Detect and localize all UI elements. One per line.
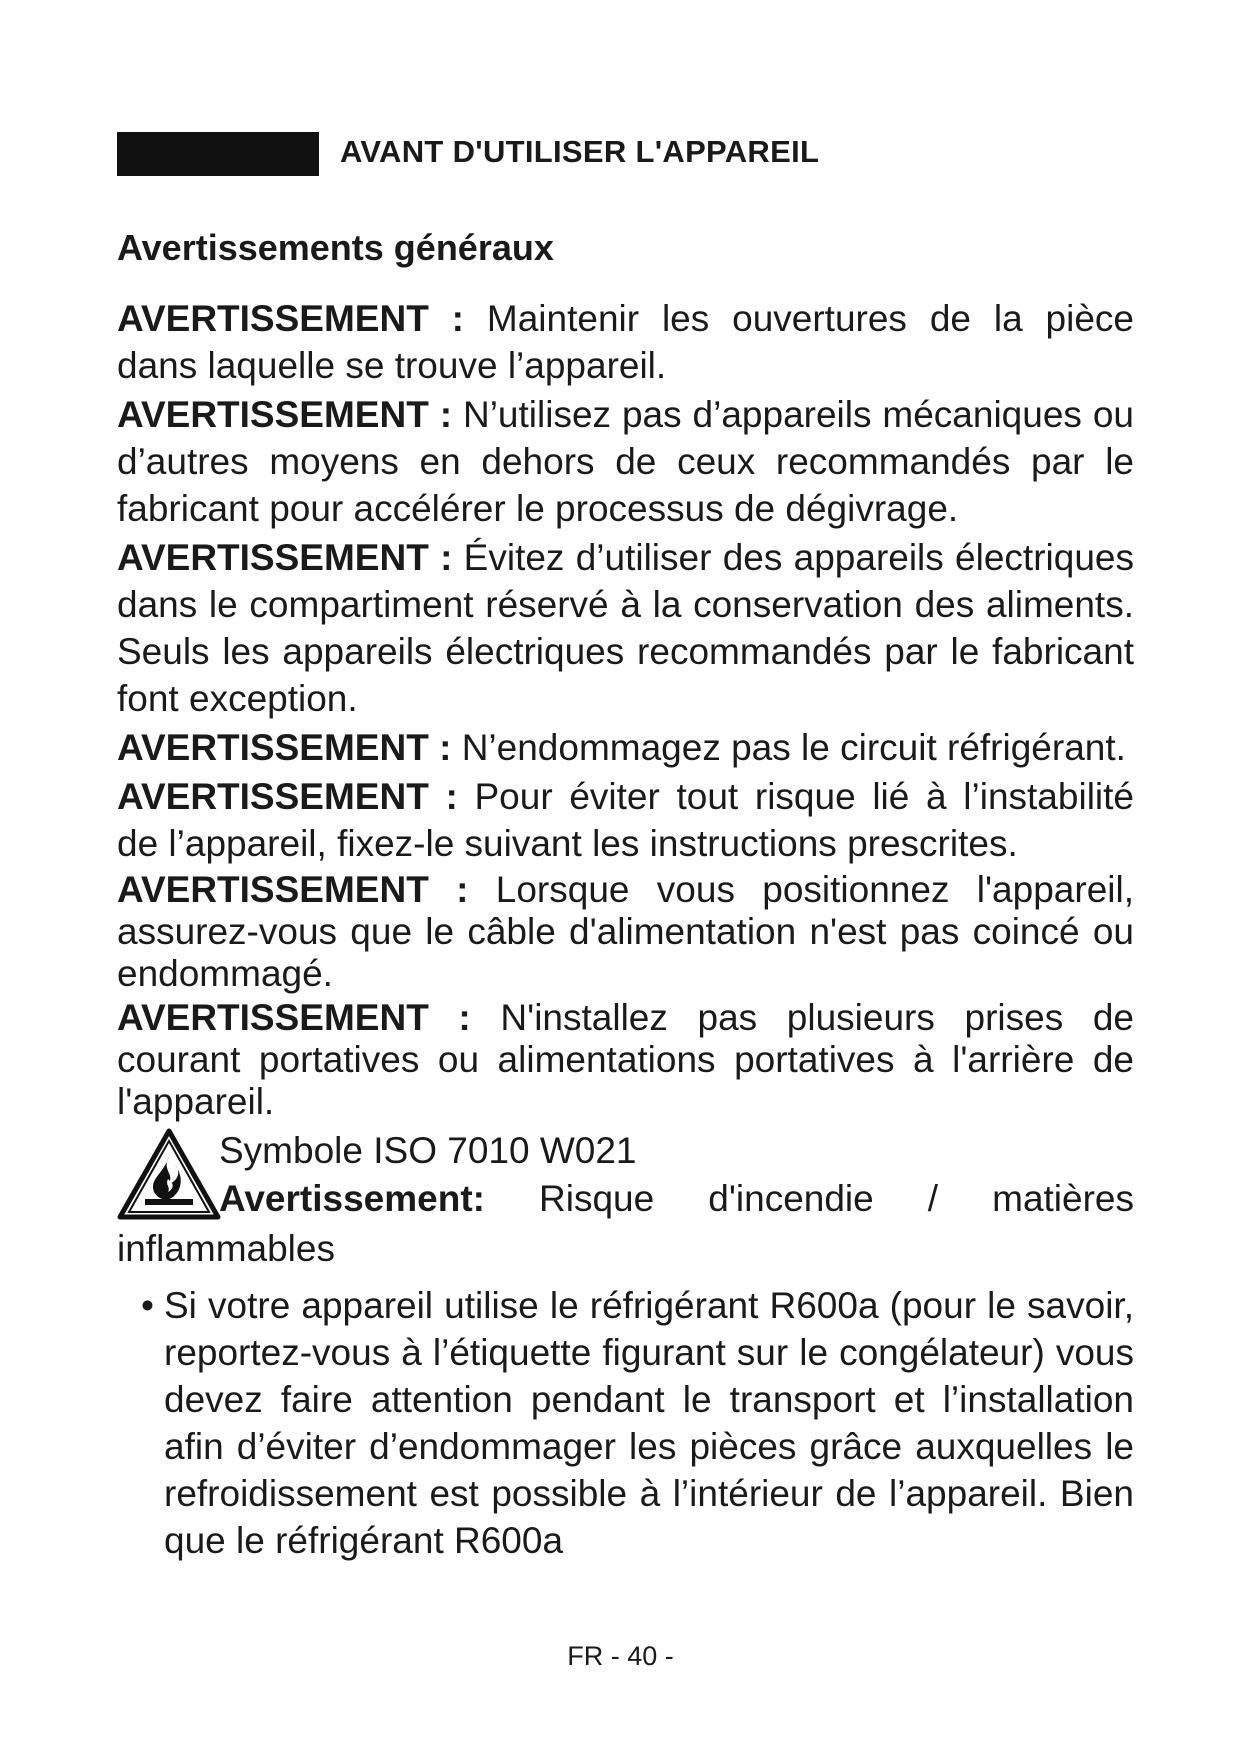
warning-paragraph bbox=[117, 869, 1134, 995]
fire-hazard-triangle-icon bbox=[117, 1127, 222, 1223]
warning-text: N’endommagez pas le circuit réfrigérant. bbox=[461, 727, 1126, 768]
warning-label: AVERTISSEMENT : bbox=[117, 776, 458, 817]
warning-text: Maintenir les ouvertures de la pièce dans laquelle se trouve l’appareil. bbox=[117, 298, 1134, 386]
section-bar bbox=[117, 132, 319, 176]
warning-paragraph bbox=[117, 391, 1134, 532]
warning-paragraph bbox=[117, 773, 1134, 867]
symbol-warning-continued: inflammables bbox=[117, 1228, 335, 1269]
content bbox=[117, 295, 1134, 1564]
warning-text: Évitez d’utiliser des appareils électriques dans le compartiment réservé à la conservation des aliments. Seuls les appareils électriques recommandés par le fabricant font exception. bbox=[117, 537, 1134, 719]
symbol-caption: Symbole ISO 7010 W021 bbox=[219, 1130, 637, 1171]
warning-text: Lorsque vous positionnez l'appareil, assurez-vous que le câble d'alimentation n'est pas coincé ou endommagé. bbox=[117, 869, 1134, 994]
warning-label: AVERTISSEMENT : bbox=[117, 869, 469, 910]
warning-label: AVERTISSEMENT : bbox=[117, 537, 453, 578]
bullet-text: Si votre appareil utilise le réfrigérant R600a (pour le savoir, reportez-vous à l’étiquette figurant sur le congélateur) vous devez faire attention pendant le transport et l’installation afin d’éviter d’endommager les pièces grâce auxquelles le refroidissement est possible à l’intérieur de l’appareil. Bien que le réfrigérant R600a bbox=[164, 1285, 1134, 1561]
symbol-warning-label: Avertissement: bbox=[219, 1178, 485, 1219]
hazard-symbol-block bbox=[117, 1127, 1134, 1274]
warning-label: AVERTISSEMENT : bbox=[117, 727, 452, 768]
warning-paragraph bbox=[117, 295, 1134, 389]
warning-paragraph bbox=[117, 997, 1134, 1123]
sub-heading: Avertissements généraux bbox=[117, 227, 554, 268]
warning-label: AVERTISSEMENT : bbox=[117, 298, 464, 339]
bullet-marker: • bbox=[141, 1285, 154, 1326]
warning-label: AVERTISSEMENT : bbox=[117, 394, 453, 435]
warning-paragraph bbox=[117, 534, 1134, 722]
warning-paragraph bbox=[117, 724, 1134, 771]
page-number: FR - 40 - bbox=[567, 1641, 674, 1671]
warning-text: N’utilisez pas d’appareils mécaniques ou d’autres moyens en dehors de ceux recommandés par le fabricant pour accélérer le processus de dégivrage. bbox=[117, 394, 1134, 529]
symbol-warning bbox=[117, 1174, 1134, 1224]
warning-text: N'installez pas plusieurs prises de courant portatives ou alimentations portatives à l'arrière de l'appareil. bbox=[117, 997, 1134, 1122]
warning-label: AVERTISSEMENT : bbox=[117, 997, 471, 1038]
symbol-warning-text: Risque d'incendie / matières bbox=[539, 1178, 1135, 1219]
warning-text: Pour éviter tout risque lié à l’instabilité de l’appareil, fixez-le suivant les instructions prescrites. bbox=[117, 776, 1134, 864]
section-title: AVANT D'UTILISER L'APPAREIL bbox=[340, 134, 820, 169]
bullet-item bbox=[117, 1282, 1134, 1564]
